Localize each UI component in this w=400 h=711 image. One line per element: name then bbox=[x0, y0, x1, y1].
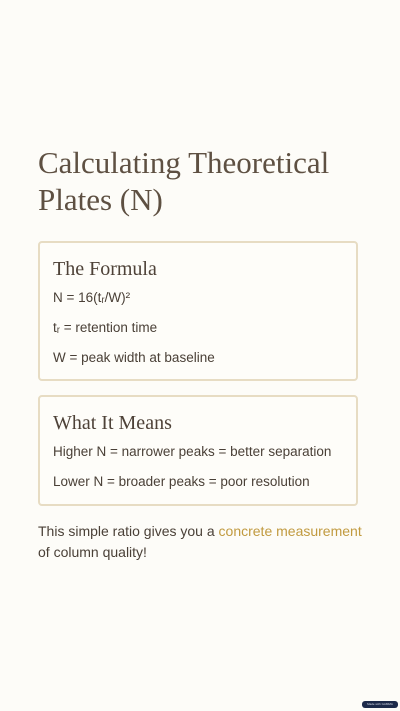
formula-card bbox=[38, 241, 358, 381]
conclusion-text-end: of column quality! bbox=[38, 544, 147, 560]
meaning-card bbox=[38, 395, 358, 506]
conclusion-text-start: This simple ratio gives you a bbox=[38, 523, 219, 539]
meaning-lower-n: Lower N = broader peaks = poor resolution bbox=[53, 474, 310, 489]
conclusion-highlight: concrete measurement bbox=[218, 523, 362, 539]
conclusion-text bbox=[38, 521, 363, 563]
meaning-higher-n: Higher N = narrower peaks = better separation bbox=[53, 444, 332, 459]
formula-retention-time-definition: tᵣ = retention time bbox=[53, 320, 158, 335]
meaning-card-heading: What It Means bbox=[53, 412, 172, 434]
page-title: Calculating Theoretical Plates (N) bbox=[38, 145, 330, 217]
formula-equation: N = 16(tᵣ/W)² bbox=[53, 290, 131, 305]
formula-card-heading: The Formula bbox=[53, 258, 157, 280]
formula-peak-width-definition: W = peak width at baseline bbox=[53, 350, 215, 365]
made-with-badge[interactable]: Made with GAMMA bbox=[362, 701, 398, 708]
